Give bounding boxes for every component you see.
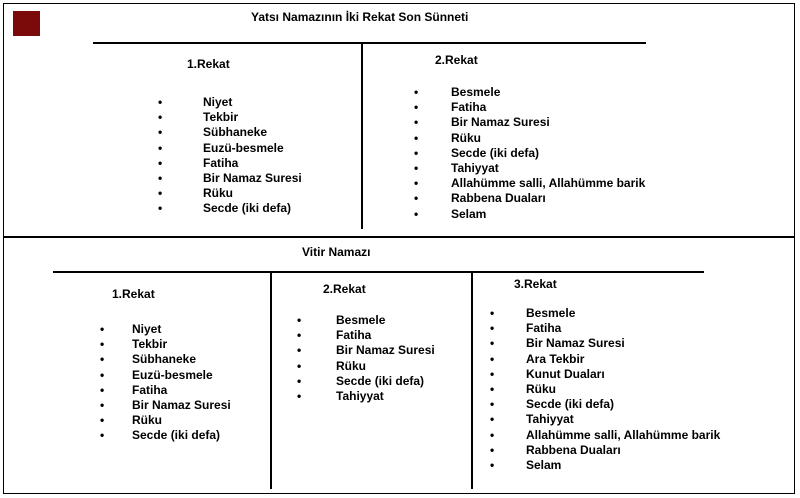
list-item-text: Secde (iki defa) [526,397,615,412]
bullet-icon: • [158,95,163,109]
bullet-icon: • [100,337,105,352]
list-item-text: Tahiyyat [451,160,499,175]
bullet-icon: • [100,367,105,382]
bullet-icon: • [100,322,105,336]
bullet-icon: • [158,125,163,140]
list-item-text: Secde (iki defa) [203,201,292,216]
list-item-text: Tekbir [203,110,239,125]
list-item-text: Rüku [203,186,233,201]
bullet-icon: • [490,336,495,351]
section1-header-line [93,42,646,44]
decorative-square [13,11,40,36]
list-item-text: Tekbir [132,337,168,352]
list-item-text: Fatiha [132,382,168,397]
list-item-text: Secde (iki defa) [451,145,540,160]
list-item-text: Selam [526,457,562,472]
list-item-text: Bir Namaz Suresi [526,336,625,351]
bullet-icon: • [414,206,419,221]
list-item-text: Niyet [132,322,162,336]
list-item-text: Sübhaneke [203,125,268,140]
bullet-icon: • [414,115,419,130]
bullet-icon: • [490,397,495,412]
section2-col1-heading: 1.Rekat [112,287,155,301]
list-item-text: Fatiha [526,321,562,336]
bullet-icon: • [414,145,419,160]
bullet-icon: • [158,110,163,125]
section2-column-divider-1 [270,272,272,489]
list-item-text: Besmele [526,306,576,320]
list-item-text: Euzü-besmele [132,367,213,382]
list-item-text: Rabbena Duaları [451,191,546,206]
bullet-icon: • [297,313,302,327]
section2-column-divider-2 [471,272,473,489]
bullet-icon: • [414,176,419,191]
bullet-icon: • [158,201,163,216]
bullet-icon: • [158,155,163,170]
bullet-icon: • [490,442,495,457]
list-item-text: Fatiha [203,155,239,170]
list-item-text: Euzü-besmele [203,140,284,155]
list-item-text: Fatiha [336,328,372,343]
list-item-text: Bir Namaz Suresi [132,397,231,412]
list-item-text: Sübhaneke [132,352,197,367]
bullet-icon: • [490,306,495,320]
list-item-text: Selam [451,206,487,221]
list-item-text: Besmele [336,313,386,327]
bullet-icon: • [158,140,163,155]
bullet-icon: • [490,412,495,427]
bullet-icon: • [490,381,495,396]
list-item-text: Fatiha [451,100,487,115]
list-item-text: Rüku [336,358,366,373]
list-item-text: Rüku [451,130,481,145]
list-item-text: Secde (iki defa) [132,428,221,443]
section2-title: Vitir Namazı [302,245,371,259]
document-frame [3,3,795,494]
bullet-icon: • [490,427,495,442]
list-item-text: Bir Namaz Suresi [451,115,550,130]
section1-col1-heading: 1.Rekat [187,57,230,71]
bullet-icon: • [297,328,302,343]
section2-col3-heading: 3.Rekat [514,277,557,291]
list-item-text: Bir Namaz Suresi [336,343,435,358]
bullet-icon: • [100,382,105,397]
bullet-icon: • [297,388,302,403]
section1-col2-heading: 2.Rekat [435,53,478,67]
bullet-icon: • [297,373,302,388]
bullet-icon: • [297,358,302,373]
list-item-text: Ara Tekbir [526,351,585,366]
list-item-text: Rabbena Duaları [526,442,621,457]
bullet-icon: • [490,366,495,381]
section-divider-line [4,236,795,238]
list-item-text: Tahiyyat [526,412,574,427]
section2-header-line [53,271,704,273]
list-item-text: Allahümme salli, Allahümme barik [451,176,646,191]
bullet-icon: • [414,85,419,99]
list-item-text: Tahiyyat [336,388,384,403]
list-item-text: Allahümme salli, Allahümme barik [526,427,721,442]
section1-column-divider [361,43,363,229]
bullet-icon: • [414,191,419,206]
list-item-text: Kunut Duaları [526,366,605,381]
list-item-text: Rüku [132,413,162,428]
section1-title: Yatsı Namazının İki Rekat Son Sünneti [251,10,469,24]
list-item-text: Bir Namaz Suresi [203,170,302,185]
list-item-text: Niyet [203,95,233,109]
bullet-icon: • [158,186,163,201]
bullet-icon: • [490,457,495,472]
bullet-icon: • [490,321,495,336]
bullet-icon: • [100,413,105,428]
bullet-icon: • [414,100,419,115]
list-item-text: Rüku [526,381,556,396]
bullet-icon: • [158,170,163,185]
section2-col2-heading: 2.Rekat [323,282,366,296]
bullet-icon: • [297,343,302,358]
bullet-icon: • [490,351,495,366]
bullet-icon: • [100,428,105,443]
bullet-icon: • [414,160,419,175]
bullet-icon: • [414,130,419,145]
list-item-text: Besmele [451,85,501,99]
bullet-icon: • [100,352,105,367]
list-item-text: Secde (iki defa) [336,373,425,388]
bullet-icon: • [100,397,105,412]
